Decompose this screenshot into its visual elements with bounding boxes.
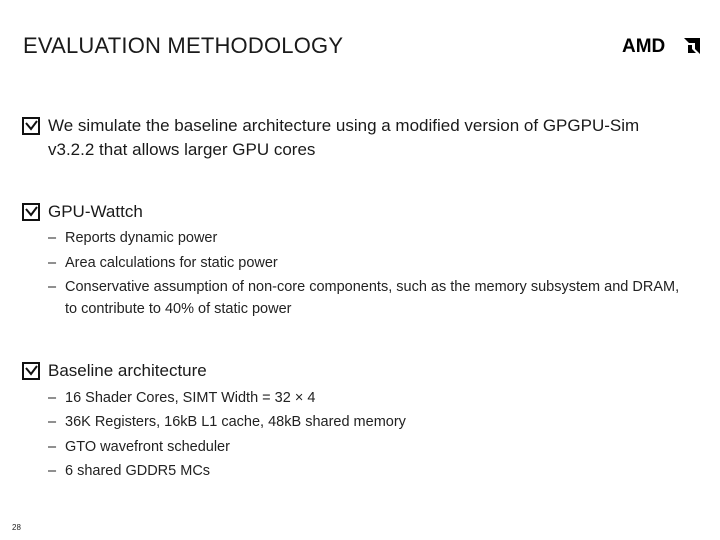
sub-bullet	[48, 436, 688, 458]
sub-bullet-text: Conservative assumption of non-core components, such as the memory subsystem and DRAM, to contribute to 40% of static power	[65, 279, 680, 317]
slide-title: EVALUATION METHODOLOGY	[23, 33, 344, 58]
sub-bullet-text: Area calculations for static power	[65, 255, 278, 271]
amd-logo-icon	[622, 36, 702, 56]
dash-marker: –	[48, 390, 57, 406]
page-number: 28	[12, 523, 21, 532]
dash-marker: –	[48, 463, 57, 479]
sub-bullet-text: 16 Shader Cores, SIMT Width = 32 × 4	[65, 390, 316, 406]
bullet-text: GPU-Wattch	[48, 202, 143, 221]
logo-text: AMD	[622, 36, 666, 56]
sub-bullet	[48, 227, 688, 249]
bullet-item	[22, 200, 682, 224]
bullet-item	[22, 114, 682, 162]
sub-bullet-text: Reports dynamic power	[65, 230, 218, 246]
dash-marker: –	[48, 255, 57, 271]
bullet-item	[22, 359, 682, 383]
sub-bullet	[48, 252, 688, 274]
bullet-text: Baseline architecture	[48, 361, 207, 380]
dash-marker: –	[48, 279, 57, 295]
sub-bullet	[48, 387, 688, 409]
checkbox-icon	[22, 362, 40, 380]
dash-marker: –	[48, 439, 57, 455]
sub-bullet	[48, 411, 688, 433]
sub-bullet	[48, 460, 688, 482]
dash-marker: –	[48, 414, 57, 430]
bullet-text: We simulate the baseline architecture using a modified version of GPGPU-Sim v3.2.2 that allows larger GPU cores	[48, 116, 640, 159]
checkbox-icon	[22, 117, 40, 135]
dash-marker: –	[48, 230, 57, 246]
sub-bullet	[48, 276, 688, 320]
sub-bullet-text: 6 shared GDDR5 MCs	[65, 463, 211, 479]
sub-bullet-text: GTO wavefront scheduler	[65, 439, 230, 455]
sub-bullet-text: 36K Registers, 16kB L1 cache, 48kB shared memory	[65, 414, 406, 430]
checkbox-icon	[22, 203, 40, 221]
